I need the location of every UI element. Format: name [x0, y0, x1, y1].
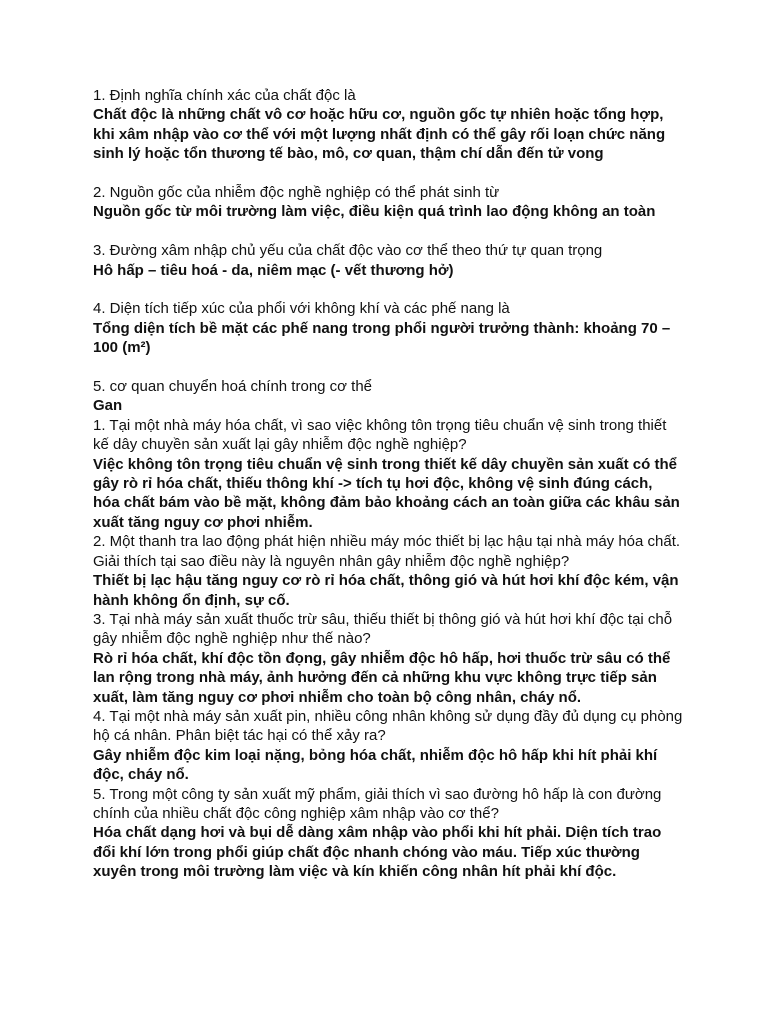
question-text: 4. Diện tích tiếp xúc của phổi với không khí và các phế nang là	[93, 300, 510, 318]
answer-text: Hóa chất dạng hơi và bụi dễ dàng xâm nhập vào phổi khi hít phải. Diện tích trao đổi khí lớn trong phổi giúp chất độc nhanh chóng vào máu. Tiếp xúc thường xuyên trong môi trường làm việc và kín khiến công nhân hít phải khí độc.	[93, 824, 662, 881]
question-text: 2. Một thanh tra lao động phát hiện nhiều máy móc thiết bị lạc hậu tại nhà máy hóa chất. Giải thích tại sao điều này là nguyên nhân gây nhiễm độc nghề nghiệp?	[93, 533, 681, 570]
answer-text: Chất độc là những chất vô cơ hoặc hữu cơ, nguồn gốc tự nhiên hoặc tổng hợp, khi xâm nhập vào cơ thể với một lượng nhất định có thể gây rối loạn chức năng sinh lý hoặc tổn thương tế bào, mô, cơ quan, thậm chí dẫn đến tử vong	[93, 106, 666, 163]
answer-text: Hô hấp – tiêu hoá - da, niêm mạc (- vết thương hở)	[93, 261, 454, 279]
answer-text: Gây nhiễm độc kim loại nặng, bỏng hóa chất, nhiễm độc hô hấp khi hít phải khí độc, cháy nổ.	[93, 746, 658, 784]
paragraph-spacer	[93, 164, 683, 183]
document-page	[93, 86, 683, 882]
answer-text: Thiết bị lạc hậu tăng nguy cơ rò rỉ hóa chất, thông gió và hút hơi khí độc kém, vận hành không ổn định, sự cố.	[93, 572, 679, 609]
paragraph-spacer	[93, 222, 683, 241]
question-text: 2. Nguồn gốc của nhiễm độc nghề nghiệp có thể phát sinh từ	[93, 184, 500, 202]
paragraph-spacer	[93, 280, 683, 299]
paragraph-spacer	[93, 358, 683, 377]
answer-text: Việc không tôn trọng tiêu chuẩn vệ sinh trong thiết kế dây chuyền sản xuất có thể gây rò rỉ hóa chất, thiếu thông khí -> tích tụ hơi độc, không vệ sinh đúng cách, hóa chất bám vào bề mặt, không đảm bảo khoảng cách an toàn giữa các khâu sản xuất tăng nguy cơ phơi nhiễm.	[93, 455, 680, 531]
answer-text: Tổng diện tích bề mặt các phế nang trong phổi người trưởng thành: khoảng 70 – 100 (m²)	[93, 319, 671, 357]
answer-text: Rò rỉ hóa chất, khí độc tồn đọng, gây nhiễm độc hô hấp, hơi thuốc trừ sâu có thể lan rộng trong nhà máy, ảnh hưởng đến cả những khu vực không trực tiếp sản xuất, làm tăng nguy cơ phơi nhiễm cho toàn bộ công nhân, cháy nổ.	[93, 649, 671, 706]
question-text: 3. Tại nhà máy sản xuất thuốc trừ sâu, thiếu thiết bị thông gió và hút hơi khí độc tại chỗ gây nhiễm độc nghề nghiệp như thế nào?	[93, 610, 673, 648]
question-text: 5. Trong một công ty sản xuất mỹ phẩm, giải thích vì sao đường hô hấp là con đường chính của nhiều chất độc công nghiệp xâm nhập vào cơ thể?	[93, 785, 662, 822]
question-text: 1. Định nghĩa chính xác của chất độc là	[93, 87, 356, 104]
question-text: 5. cơ quan chuyển hoá chính trong cơ thể	[93, 378, 373, 396]
answer-text: Gan	[93, 397, 123, 415]
question-text: 1. Tại một nhà máy hóa chất, vì sao việc không tôn trọng tiêu chuẩn vệ sinh trong thiết kế dây chuyền sản xuất lại gây nhiễm độc nghề nghiệp?	[93, 416, 667, 454]
answer-text: Nguồn gốc từ môi trường làm việc, điều kiện quá trình lao động không an toàn	[93, 203, 656, 221]
question-text: 4. Tại một nhà máy sản xuất pin, nhiều công nhân không sử dụng đầy đủ dụng cụ phòng hộ cá nhân. Phân biệt tác hại có thể xảy ra?	[93, 707, 683, 745]
question-text: 3. Đường xâm nhập chủ yếu của chất độc vào cơ thể theo thứ tự quan trọng	[93, 242, 603, 260]
